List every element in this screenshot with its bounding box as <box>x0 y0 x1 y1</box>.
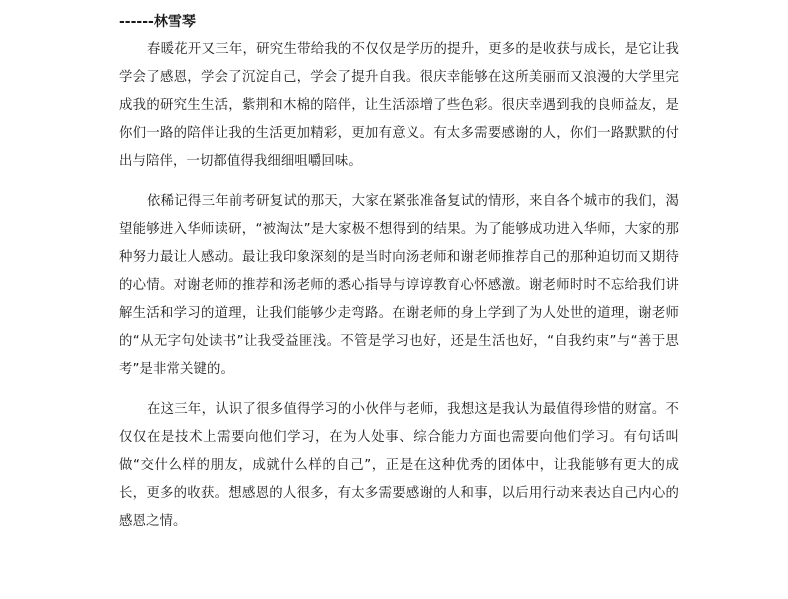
author-line: ------林雪琴 <box>119 14 196 30</box>
paragraph-1: 春暖花开又三年，研究生带给我的不仅仅是学历的提升，更多的是收获与成长，是它让我学会了感恩，学会了沉淀自己，学会了提升自我。很庆幸能够在这所美丽而又浪漫的大学里完成我的研究生生活，紫荆和木棉的陪伴，让生活添增了些色彩。很庆幸遇到我的良师益友，是你们一路的陪伴让我的生活更加精彩，更加有意义。有太多需要感谢的人，你们一路默默的付出与陪伴，一切都值得我细细咀嚼回味。 <box>119 42 679 169</box>
paragraph-3: 在这三年，认识了很多值得学习的小伙伴与老师，我想这是我认为最值得珍惜的财富。不仅仅在是技术上需要向他们学习，在为人处事、综合能力方面也需要向他们学习。有句话叫做“交什么样的朋友，成就什么样的自己”，正是在这种优秀的团体中，让我能够有更大的成长，更多的收获。想感恩的人很多，有太多需要感谢的人和事，以后用行动来表达自己内心的感恩之情。 <box>119 402 679 529</box>
paragraph-2: 依稀记得三年前考研复试的那天，大家在紧张准备复试的情形，来自各个城市的我们，渴望能够进入华师读研，“被淘汰”是大家极不想得到的结果。为了能够成功进入华师，大家的那种努力最让人感动。最让我印象深刻的是当时向汤老师和谢老师推荐自己的那种迫切而又期待的心情。对谢老师的推荐和汤老师的悉心指导与谆谆教育心怀感激。谢老师时时不忘给我们讲解生活和学习的道理，让我们能够少走弯路。在谢老师的身上学到了为人处世的道理，谢老师的“从无字句处读书”让我受益匪浅。不管是学习也好，还是生活也好，“自我约束”与“善于思考”是非常关键的。 <box>119 194 679 377</box>
document-page <box>119 8 679 536</box>
